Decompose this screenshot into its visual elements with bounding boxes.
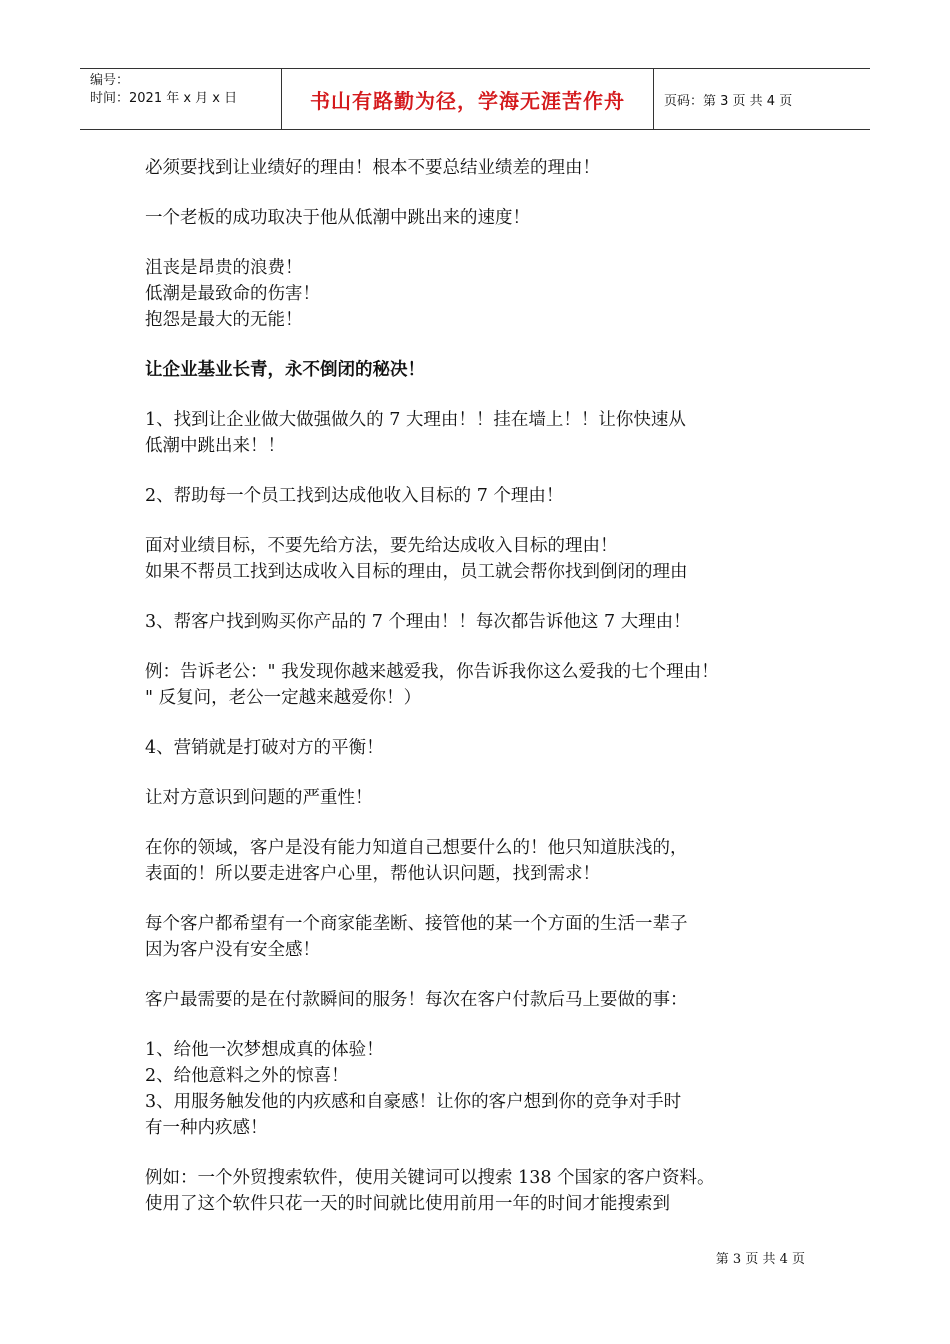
text-line: 3、用服务触发他的内疚感和自豪感！让你的客户想到你的竞争对手时: [145, 1092, 682, 1112]
text-line: 让企业基业长青，永不倒闭的秘决！: [145, 360, 425, 380]
section-heading: [145, 357, 825, 383]
header-meta-cell: [80, 69, 282, 129]
text-line: 3、帮客户找到购买你产品的 7 个理由！！每次都告诉他这 7 大理由！: [145, 612, 691, 632]
paragraph: [145, 785, 825, 811]
text-line: 面对业绩目标，不要先给方法，要先给达成收入目标的理由！: [145, 536, 618, 556]
text-line: 例：告诉老公：" 我发现你越来越爱我，你告诉我你这么爱我的七个理由！: [145, 662, 719, 682]
text-line: 必须要找到让业绩好的理由！根本不要总结业绩差的理由！: [145, 158, 600, 178]
text-line: 让对方意识到问题的严重性！: [145, 788, 373, 808]
text-line: 表面的！所以要走进客户心里，帮他认识问题，找到需求！: [145, 864, 600, 884]
paragraph: [145, 533, 825, 585]
text-line: 每个客户都希望有一个商家能垄断、接管他的某一个方面的生活一辈子: [145, 914, 688, 934]
text-line: 低潮中跳出来！！: [145, 436, 285, 456]
text-line: 沮丧是昂贵的浪费！: [145, 258, 303, 278]
paragraph: [145, 911, 825, 963]
document-header: [80, 68, 870, 130]
text-line: 如果不帮员工找到达成收入目标的理由，员工就会帮你找到倒闭的理由: [145, 562, 688, 582]
text-line: 低潮是最致命的伤害！: [145, 284, 320, 304]
text-line: 2、帮助每一个员工找到达成他收入目标的 7 个理由！: [145, 486, 564, 506]
paragraph: [145, 255, 825, 333]
header-page-label: 页码：第 3 页 共 4 页: [664, 93, 793, 109]
time-label: 时间：2021 年 x 月 x 日: [90, 91, 238, 106]
text-line: 例如：一个外贸搜索软件，使用关键词可以搜索 138 个国家的客户资料。: [145, 1168, 715, 1188]
text-line: 有一种内疚感！: [145, 1118, 268, 1138]
paragraph: [145, 1165, 825, 1217]
text-line: 客户最需要的是在付款瞬间的服务！每次在客户付款后马上要做的事：: [145, 990, 688, 1010]
text-line: 因为客户没有安全感！: [145, 940, 320, 960]
text-line: 4、营销就是打破对方的平衡！: [145, 738, 384, 758]
paragraph: [145, 205, 825, 231]
number-label: 编号：: [90, 73, 130, 88]
document-body: [145, 155, 825, 1241]
paragraph: [145, 609, 825, 635]
text-line: 2、给他意料之外的惊喜！: [145, 1066, 349, 1086]
paragraph: [145, 735, 825, 761]
paragraph: [145, 155, 825, 181]
text-line: 1、找到让企业做大做强做久的 7 大理由！！挂在墙上！！让你快速从: [145, 410, 686, 430]
text-line: 使用了这个软件只花一天的时间就比使用前用一年的时间才能搜索到: [145, 1194, 670, 1214]
page-footer: [716, 1248, 805, 1267]
motto-text: 书山有路勤为径，学海无涯苦作舟: [310, 88, 625, 113]
text-line: 1、给他一次梦想成真的体验！: [145, 1040, 384, 1060]
text-line: 在你的领域，客户是没有能力知道自己想要什么的！他只知道肤浅的，: [145, 838, 688, 858]
paragraph: [145, 483, 825, 509]
motto-cell: [282, 69, 654, 129]
paragraph: [145, 835, 825, 887]
page-info-cell: [654, 69, 870, 129]
text-line: 一个老板的成功取决于他从低潮中跳出来的速度！: [145, 208, 530, 228]
paragraph: [145, 1037, 825, 1141]
paragraph: [145, 407, 825, 459]
paragraph: [145, 659, 825, 711]
footer-page-label: 第 3 页 共 4 页: [715, 1252, 805, 1267]
paragraph: [145, 987, 825, 1013]
text-line: 抱怨是最大的无能！: [145, 310, 303, 330]
text-line: " 反复问，老公一定越来越爱你！）: [145, 688, 422, 708]
